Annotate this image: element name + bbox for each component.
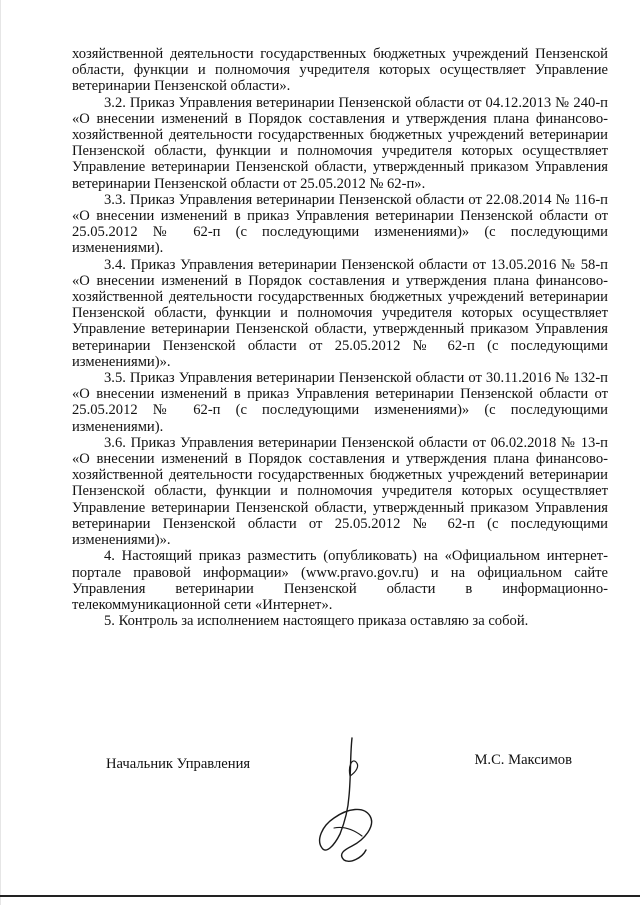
handwritten-signature	[304, 736, 394, 876]
bottom-border	[0, 895, 640, 897]
paragraph-continuation: хозяйственной деятельности государственных бюджетных учреждений Пензенской области, функции и полномочия учредителя которых осуществляет Управление ветеринарии Пензенской области».	[72, 46, 608, 95]
paragraph-3-2: 3.2. Приказ Управления ветеринарии Пензенской области от 04.12.2013 № 240-п «О внесении изменений в Порядок составления и утверждения плана финансово-хозяйственной деятельности государственных бюджетных учреждений ветеринарии Пензенской области, функции и полномочия учредителя которых осуществляет Управление ветеринарии Пензенской области, утвержденный приказом Управления ветеринарии Пензенской области от 25.05.2012 № 62-п».	[72, 94, 608, 192]
paragraph-4: 4. Настоящий приказ разместить (опубликовать) на «Официальном интернет-портале правовой информации» (www.pravo.gov.ru) и на официальном сайте Управления ветеринарии Пензенской области в информационно-телекоммуникационной сети «Интернет».	[72, 548, 608, 613]
page-edge	[0, 0, 1, 905]
paragraph-3-5: 3.5. Приказ Управления ветеринарии Пензенской области от 30.11.2016 № 132-п «О внесении изменений в приказ Управления ветеринарии Пензенской области от 25.05.2012 № 62-п (с последующими изменениями)» (с последующими изменениями).	[72, 370, 608, 435]
signatory-position: Начальник Управления	[106, 756, 251, 772]
document-body	[72, 46, 608, 629]
paragraph-3-3: 3.3. Приказ Управления ветеринарии Пензенской области от 22.08.2014 № 116-п «О внесении изменений в приказ Управления ветеринарии Пензенской области от 25.05.2012 № 62-п (с последующими изменениями)» (с последующими изменениями).	[72, 191, 608, 257]
paragraph-5: 5. Контроль за исполнением настоящего приказа оставляю за собой.	[104, 613, 529, 630]
signature-block	[72, 752, 608, 902]
signatory-name: М.С. Максимов	[474, 752, 572, 768]
paragraph-3-4: 3.4. Приказ Управления ветеринарии Пензенской области от 13.05.2016 № 58-п «О внесении изменений в Порядок составления и утверждения плана финансово-хозяйственной деятельности государственных бюджетных учреждений ветеринарии Пензенской области, функции и полномочия учредителя которых осуществляет Управление ветеринарии Пензенской области, утвержденный приказом Управления ветеринарии Пензенской области от 25.05.2012 № 62-п (с последующими изменениями)».	[72, 256, 608, 370]
paragraph-3-6: 3.6. Приказ Управления ветеринарии Пензенской области от 06.02.2018 № 13-п «О внесении изменений в Порядок составления и утверждения плана финансово-хозяйственной деятельности государственных бюджетных учреждений ветеринарии Пензенской области, функции и полномочия учредителя которых осуществляет Управление ветеринарии Пензенской области, утвержденный приказом Управления ветеринарии Пензенской области от 25.05.2012 № 62-п (с последующими изменениями)».	[72, 434, 608, 549]
